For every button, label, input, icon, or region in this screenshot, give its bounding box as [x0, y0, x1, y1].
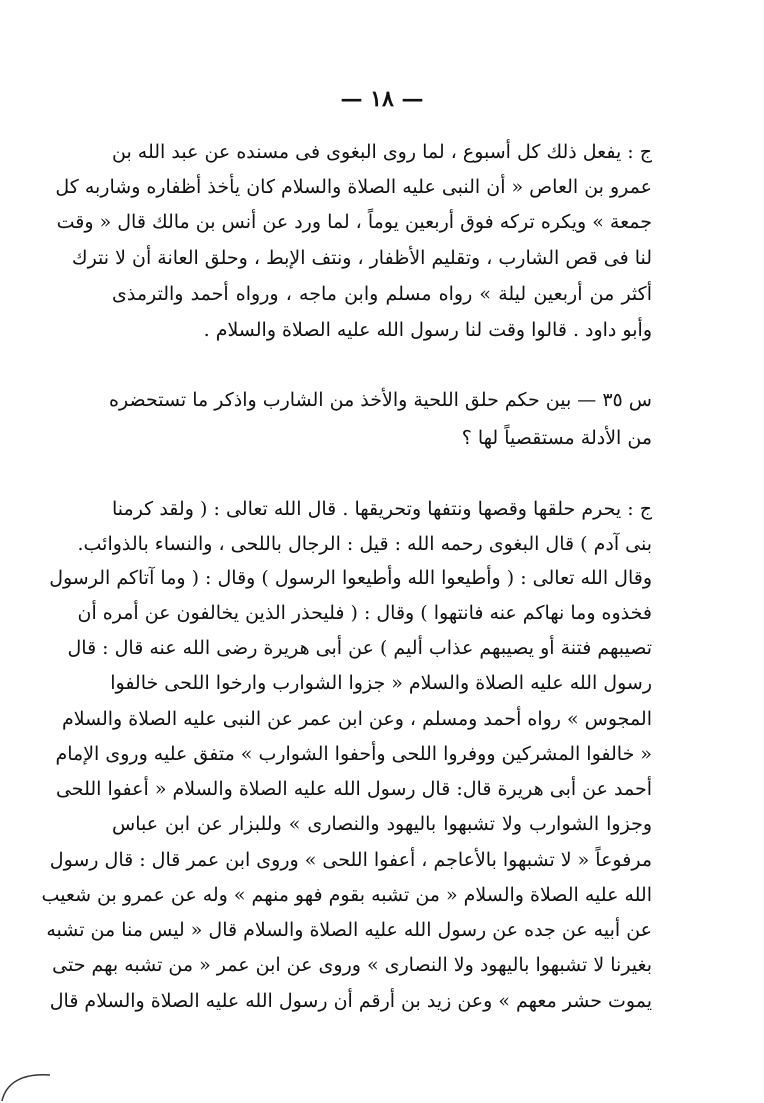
- text-line: عمرو بن العاص « أن النبى عليه الصلاة والسلام كان يأخذ أظفاره وشاربه كل: [55, 176, 652, 198]
- text-line: فخذوه وما نهاكم عنه فانتهوا ) وقال : ( فليحذر الذين يخالفون عن أمره أن: [77, 602, 652, 624]
- text-line: ج : يحرم حلقها وقصها ونتفها وتحريقها . قال الله تعالى : ( ولقد كرمنا: [112, 498, 652, 520]
- text-line: وقال الله تعالى : ( وأطيعوا الله وأطيعوا الرسول ) وقال : ( وما آتاكم الرسول: [49, 567, 652, 589]
- question-line: من الأدلة مستقصياً لها ؟: [461, 427, 652, 449]
- text-line: بنى آدم ) قال البغوى رحمه الله : قيل : الرجال باللحى ، والنساء بالذوائب.: [77, 533, 652, 555]
- text-line: « خالفوا المشركين ووفروا اللحى وأحفوا الشوارب » متفق عليه وروى الإمام: [55, 743, 652, 765]
- page-number: — ١٨ —: [340, 86, 424, 112]
- text-line: رسول الله عليه الصلاة والسلام « جزوا الشوارب وارخوا اللحى خالفوا: [110, 672, 652, 694]
- question-line: س ٣٥ — بين حكم حلق اللحية والأخذ من الشارب واذكر ما تستحضره: [109, 389, 652, 411]
- text-line: وأبو داود . قالوا وقت لنا رسول الله عليه الصلاة والسلام .: [203, 319, 652, 341]
- text-line: مرفوعاً « لا تشبهوا بالأعاجم ، أعفوا اللحى » وروى ابن عمر قال : قال رسول: [49, 849, 652, 871]
- text-line: عن أبيه عن جده عن رسول الله عليه الصلاة والسلام قال « ليس منا من تشبه: [46, 919, 652, 941]
- text-line: وجزوا الشوارب ولا تشبهوا باليهود والنصارى » وللبزار عن ابن عباس: [112, 813, 652, 835]
- text-line: المجوس » رواه أحمد ومسلم ، وعن ابن عمر عن النبى عليه الصلاة والسلام: [61, 708, 652, 730]
- text-line: ج : يفعل ذلك كل أسبوع ، لما روى البغوى فى مسنده عن عبد الله بن: [112, 141, 652, 163]
- text-line: يموت حشر معهم » وعن زيد بن أرقم أن رسول الله عليه الصلاة والسلام قال: [49, 990, 652, 1012]
- page-edge-curve: [0, 1065, 60, 1103]
- text-line: الله عليه الصلاة والسلام « من تشبه بقوم فهو منهم » وله عن عمرو بن شعيب: [41, 884, 652, 906]
- text-line: جمعة » ويكره تركه فوق أربعين يوماً ، لما ورد عن أنس بن مالك قال « وقت: [56, 211, 652, 233]
- text-line: بغيرنا لا تشبهوا باليهود ولا النصارى » وروى عن ابن عمر « من تشبه بهم حتى: [52, 954, 652, 976]
- text-line: تصيبهم فتنة أو يصيبهم عذاب أليم ) عن أبى هريرة رضى الله عنه قال : قال: [67, 637, 652, 659]
- text-line: أحمد عن أبى هريرة قال: قال رسول الله عليه الصلاة والسلام « أعفوا اللحى: [55, 778, 652, 800]
- text-line: أكثر من أربعين ليلة » رواه مسلم وابن ماجه ، ورواه أحمد والترمذى: [112, 283, 652, 305]
- text-line: لنا فى قص الشارب ، وتقليم الأظفار ، ونتف الإبط ، وحلق العانة أن لا نترك: [71, 247, 652, 269]
